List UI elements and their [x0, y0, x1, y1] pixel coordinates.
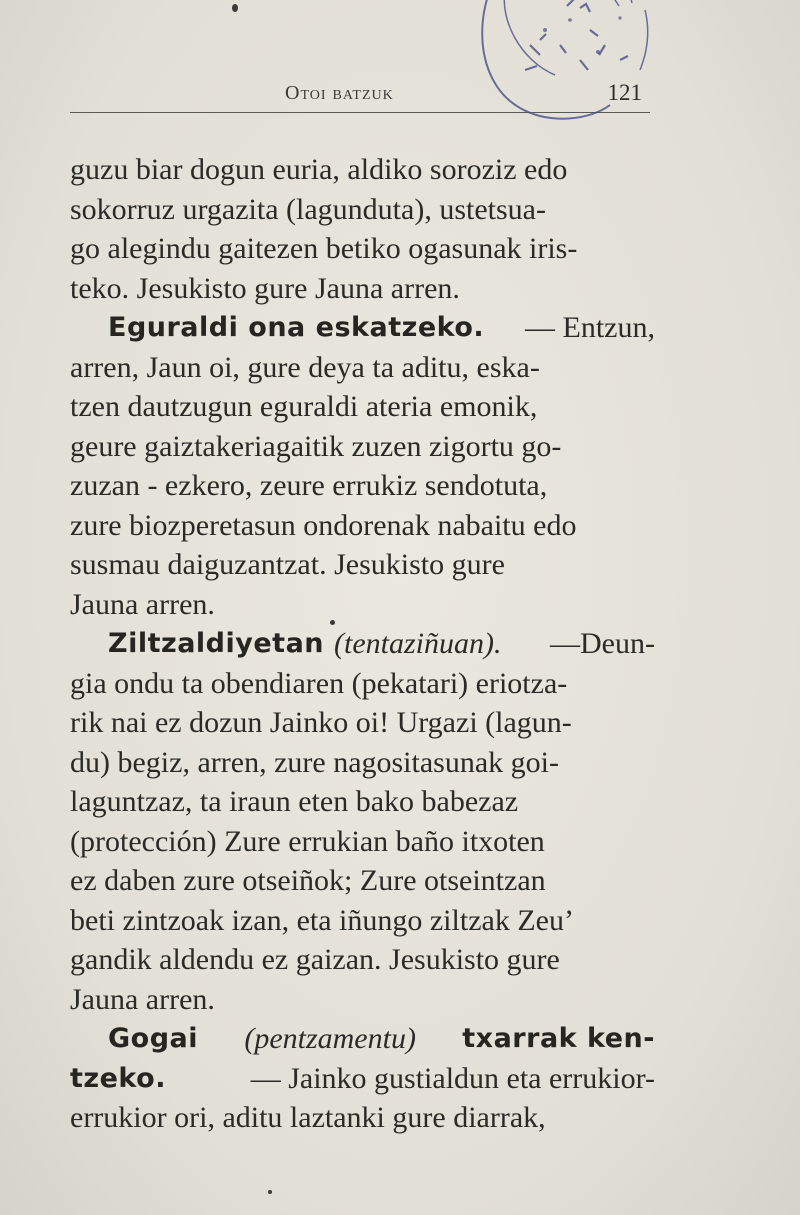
running-title: Otoi batzuk: [285, 82, 394, 104]
text-line: beti zintzoak izan, eta iñungo ziltzak Zeu’: [70, 903, 574, 937]
section-heading: Gogai: [108, 1023, 199, 1054]
page-number: 121: [607, 80, 642, 105]
section-heading-end: tzeko.: [70, 1062, 166, 1094]
text-line: arren, Jaun oi, gure deya ta aditu, eska-: [70, 350, 540, 384]
text-line: gia ondu ta obendiaren (pekatari) eriotza-: [70, 666, 568, 700]
text-line: rik nai ez dozun Jainko oi! Urgazi (lagun-: [70, 706, 572, 739]
text-line: Jauna arren.: [70, 587, 215, 621]
text-line: Jauna arren.: [70, 982, 215, 1016]
text-line: teko. Jesukisto gure Jauna arren.: [70, 271, 460, 305]
section-heading-cont: txarrak ken-: [462, 1023, 655, 1054]
heading-gloss: (tentaziñuan).: [334, 627, 502, 660]
section-heading-line: Eguraldi ona eskatzeko. — Entzun,: [70, 308, 655, 348]
text-line: zuzan - ezkero, zeure errukiz sendotuta,: [70, 469, 548, 502]
text-line: errukior ori, aditu laztanki gure diarrak,: [70, 1101, 546, 1134]
text-line: tzen dautzugun eguraldi ateria emonik,: [70, 390, 538, 423]
text-line: ez daben zure otseiñok; Zure otseintzan: [70, 864, 546, 897]
ink-speck: [232, 4, 238, 12]
section-heading-line: tzeko. — Jainko gustialdun eta errukior-: [70, 1059, 655, 1099]
section-heading: Eguraldi ona eskatzeko.: [108, 312, 485, 343]
section-heading: Ziltzaldiyetan: [108, 628, 325, 659]
section-heading-line: [70, 1019, 655, 1059]
text-line: (protección) Zure errukian baño itxoten: [70, 824, 545, 858]
library-stamp-icon: [470, 0, 660, 140]
page-body: [70, 150, 655, 1138]
text-line: guzu biar dogun euria, aldiko soroziz edo: [70, 153, 568, 186]
text-line: gandik aldendu ez gaizan. Jesukisto gure: [70, 943, 560, 976]
text-line: zure biozperetasun ondorenak nabaitu edo: [70, 508, 577, 542]
text-line: laguntzaz, ta iraun eten bako babezaz: [70, 785, 519, 818]
heading-gloss: (pentzamentu): [244, 1022, 416, 1055]
ink-speck: [330, 620, 335, 625]
text-line: sokorruz urgazita (lagunduta), ustetsua-: [70, 192, 546, 226]
text-line: du) begiz, arren, zure nagositasunak goi-: [70, 745, 559, 779]
ink-speck: [268, 1190, 272, 1194]
text-line: geure gaiztakeriagaitik zuzen zigortu go-: [70, 429, 562, 463]
text-line: go alegindu gaitezen betiko ogasunak iris-: [70, 232, 578, 265]
section-heading-line: Ziltzaldiyetan (tentaziñuan). —Deun-: [70, 624, 655, 664]
text-line: susmau daiguzantzat. Jesukisto gure: [70, 548, 505, 581]
